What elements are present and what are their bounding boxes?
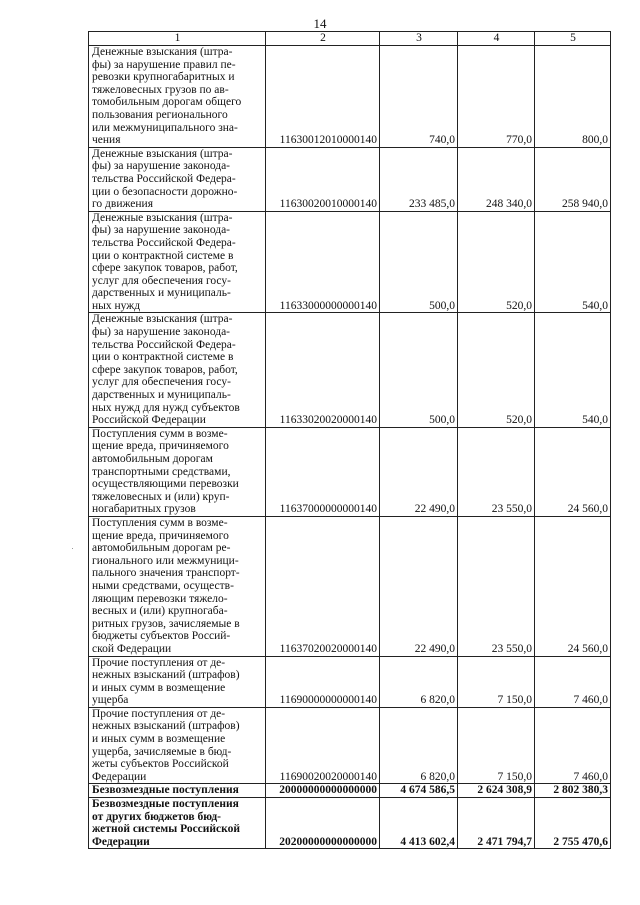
table-row (89, 313, 611, 427)
amount-cell-year-2: 2 624 308,9 (458, 784, 535, 798)
amount-cell-year-1: 233 485,0 (380, 147, 458, 211)
revenue-name-line: тельства Российской Федера- (92, 172, 236, 185)
revenue-name-line: жеты субъектов Российской (92, 758, 229, 771)
revenue-name-line: ных нужд (92, 299, 141, 312)
revenue-name-line: автомобильным дорогам (92, 453, 213, 465)
budget-code-cell: 11633000000000140 (266, 211, 380, 313)
margin-mark (72, 548, 73, 549)
table-body (89, 32, 611, 849)
column-header-2: 2 (266, 32, 380, 46)
revenue-name-line: тяжеловесных грузов по ав- (92, 83, 229, 96)
amount-cell-year-1: 4 674 586,5 (380, 784, 458, 798)
revenue-name-line: или межмуниципального зна- (92, 121, 238, 134)
amount-cell-year-1: 6 820,0 (380, 656, 458, 707)
amount-cell-year-2: 23 550,0 (458, 516, 535, 656)
column-header-4: 4 (458, 32, 535, 46)
revenue-name-line: щение вреда, причиняемого (92, 440, 229, 453)
amount-cell-year-2: 520,0 (458, 313, 535, 427)
revenue-name-line: Безвозмездные поступления (92, 798, 239, 811)
revenue-name-line: ущерба, зачисляемые в бюд- (92, 745, 232, 758)
revenue-name-line: го движения (92, 198, 153, 211)
revenue-name-line: ных нужд для нужд субъектов (92, 401, 240, 414)
revenue-name-line: Денежные взыскания (штра- (92, 147, 233, 160)
revenue-name-line: Федерации (92, 770, 147, 783)
revenue-name-line: осуществляющими перевозки (92, 478, 239, 491)
revenue-name-line: услуг для обеспечения госу- (92, 376, 231, 389)
revenue-name-line: ляющим перевозки тяжело- (92, 592, 228, 605)
amount-cell-year-2: 770,0 (458, 46, 535, 148)
revenue-name-line: Федерации (92, 835, 150, 848)
revenue-name-line: дарственных и муниципаль- (92, 287, 231, 300)
revenue-name-line: гионального или межмуници- (92, 554, 239, 567)
revenue-name-line: Поступления сумм в возме- (92, 516, 228, 529)
amount-cell-year-2: 2 471 794,7 (458, 798, 535, 849)
revenue-name-line: Поступления сумм в возме- (92, 427, 228, 440)
revenue-name-cell (89, 313, 266, 427)
revenue-name-line: пользования регионального (92, 108, 228, 121)
revenue-name-line: щение вреда, причиняемого (92, 529, 229, 542)
amount-cell-year-3: 24 560,0 (535, 516, 611, 656)
amount-cell-year-1: 6 820,0 (380, 707, 458, 784)
revenue-name-line: сфере закупок товаров, работ, (92, 262, 238, 275)
table-row (89, 46, 611, 148)
revenue-name-line: ревозки крупногабаритных и (92, 71, 235, 84)
revenue-name-line: и иных сумм в возмещение (92, 681, 226, 694)
revenue-name-line: нежных взысканий (штрафов) (92, 669, 240, 682)
revenue-name-line: сфере закупок товаров, работ, (92, 363, 238, 376)
table-row (89, 784, 611, 798)
revenue-name-cell (89, 147, 266, 211)
revenue-name-line: Прочие поступления от де- (92, 707, 226, 720)
revenue-name-cell (89, 798, 266, 849)
revenue-name-line: ритных грузов, зачисляемые в (92, 617, 240, 630)
revenue-name-line: бюджеты субъектов Россий- (92, 630, 231, 643)
revenue-name-line: ции о контрактной системе в (92, 351, 234, 364)
budget-code-cell: 20000000000000000 (266, 784, 380, 798)
column-header-5: 5 (535, 32, 611, 46)
amount-cell-year-2: 23 550,0 (458, 427, 535, 516)
amount-cell-year-2: 7 150,0 (458, 707, 535, 784)
amount-cell-year-3: 7 460,0 (535, 656, 611, 707)
revenue-name-line: транспортными средствами, (92, 465, 231, 478)
revenue-name-line: фы) за нарушение законода- (92, 224, 231, 237)
column-header-3: 3 (380, 32, 458, 46)
table-row (89, 707, 611, 784)
budget-code-cell: 11630020010000140 (266, 147, 380, 211)
revenue-name-line: жетной системы Российской (92, 823, 240, 836)
amount-cell-year-1: 500,0 (380, 313, 458, 427)
revenue-name-line: чения (92, 134, 121, 147)
table-row (89, 427, 611, 516)
amount-cell-year-3: 2 755 470,6 (535, 798, 611, 849)
revenue-name-line: томобильным дорогам общего (92, 96, 242, 109)
revenue-name-line: Денежные взыскания (штра- (92, 313, 233, 326)
revenue-name-cell (89, 211, 266, 313)
revenue-name-line: Денежные взыскания (штра- (92, 211, 233, 224)
revenue-name-cell (89, 46, 266, 148)
revenue-name-line: от других бюджетов бюд- (92, 810, 221, 823)
amount-cell-year-3: 258 940,0 (535, 147, 611, 211)
revenue-name-line: ции о безопасности дорожно- (92, 185, 238, 198)
amount-cell-year-3: 2 802 380,3 (535, 784, 611, 798)
revenue-name-line: автомобильным дорогам ре- (92, 542, 231, 555)
budget-code-cell: 20200000000000000 (266, 798, 380, 849)
revenue-name-line: услуг для обеспечения госу- (92, 274, 231, 287)
budget-code-cell: 11637020020000140 (266, 516, 380, 656)
revenue-name-line: фы) за нарушение законода- (92, 326, 231, 339)
revenue-name-line: Безвозмездные поступления (92, 784, 239, 797)
amount-cell-year-1: 500,0 (380, 211, 458, 313)
revenue-name-cell (89, 516, 266, 656)
amount-cell-year-2: 248 340,0 (458, 147, 535, 211)
table-header-row (89, 32, 611, 46)
amount-cell-year-1: 22 490,0 (380, 427, 458, 516)
revenue-name-line: и иных сумм в возмещение (92, 733, 226, 746)
revenue-name-line: тяжеловесных и (или) круп- (92, 490, 230, 503)
revenue-table (88, 31, 611, 849)
revenue-name-line: пального значения транспорт- (92, 567, 240, 580)
revenue-name-line: Прочие поступления от де- (92, 656, 226, 669)
amount-cell-year-1: 4 413 602,4 (380, 798, 458, 849)
table-row (89, 516, 611, 656)
column-header-1: 1 (89, 32, 266, 46)
budget-code-cell: 11630012010000140 (266, 46, 380, 148)
amount-cell-year-3: 800,0 (535, 46, 611, 148)
revenue-name-cell (89, 784, 266, 798)
amount-cell-year-1: 22 490,0 (380, 516, 458, 656)
revenue-name-cell (89, 427, 266, 516)
amount-cell-year-3: 540,0 (535, 211, 611, 313)
revenue-name-line: ции о контрактной системе в (92, 249, 234, 262)
budget-code-cell: 11633020020000140 (266, 313, 380, 427)
amount-cell-year-3: 24 560,0 (535, 427, 611, 516)
revenue-name-cell (89, 656, 266, 707)
amount-cell-year-1: 740,0 (380, 46, 458, 148)
revenue-name-line: Российской Федерации (92, 414, 206, 427)
revenue-name-line: дарственных и муниципаль- (92, 389, 231, 402)
table-row (89, 211, 611, 313)
revenue-name-line: нежных взысканий (штрафов) (92, 720, 240, 733)
revenue-name-line: ской Федерации (92, 642, 172, 655)
amount-cell-year-2: 520,0 (458, 211, 535, 313)
amount-cell-year-3: 7 460,0 (535, 707, 611, 784)
revenue-name-line: весных и (или) крупногаба- (92, 605, 228, 618)
table-row (89, 147, 611, 211)
revenue-name-line: ногабаритных грузов (92, 503, 196, 516)
revenue-name-line: фы) за нарушение правил пе- (92, 58, 236, 71)
revenue-name-line: Денежные взыскания (штра- (92, 46, 233, 58)
revenue-name-line: фы) за нарушение законода- (92, 160, 231, 173)
budget-code-cell: 11690020020000140 (266, 707, 380, 784)
table-row (89, 798, 611, 849)
revenue-name-line: тельства Российской Федера- (92, 338, 236, 351)
revenue-name-line: ущерба (92, 694, 129, 707)
revenue-name-line: тельства Российской Федера- (92, 236, 236, 249)
table-row (89, 656, 611, 707)
budget-code-cell: 11637000000000140 (266, 427, 380, 516)
budget-code-cell: 11690000000000140 (266, 656, 380, 707)
page-number: 14 (313, 16, 327, 31)
amount-cell-year-3: 540,0 (535, 313, 611, 427)
revenue-name-cell (89, 707, 266, 784)
amount-cell-year-2: 7 150,0 (458, 656, 535, 707)
revenue-name-line: ными средствами, осуществ- (92, 579, 234, 592)
